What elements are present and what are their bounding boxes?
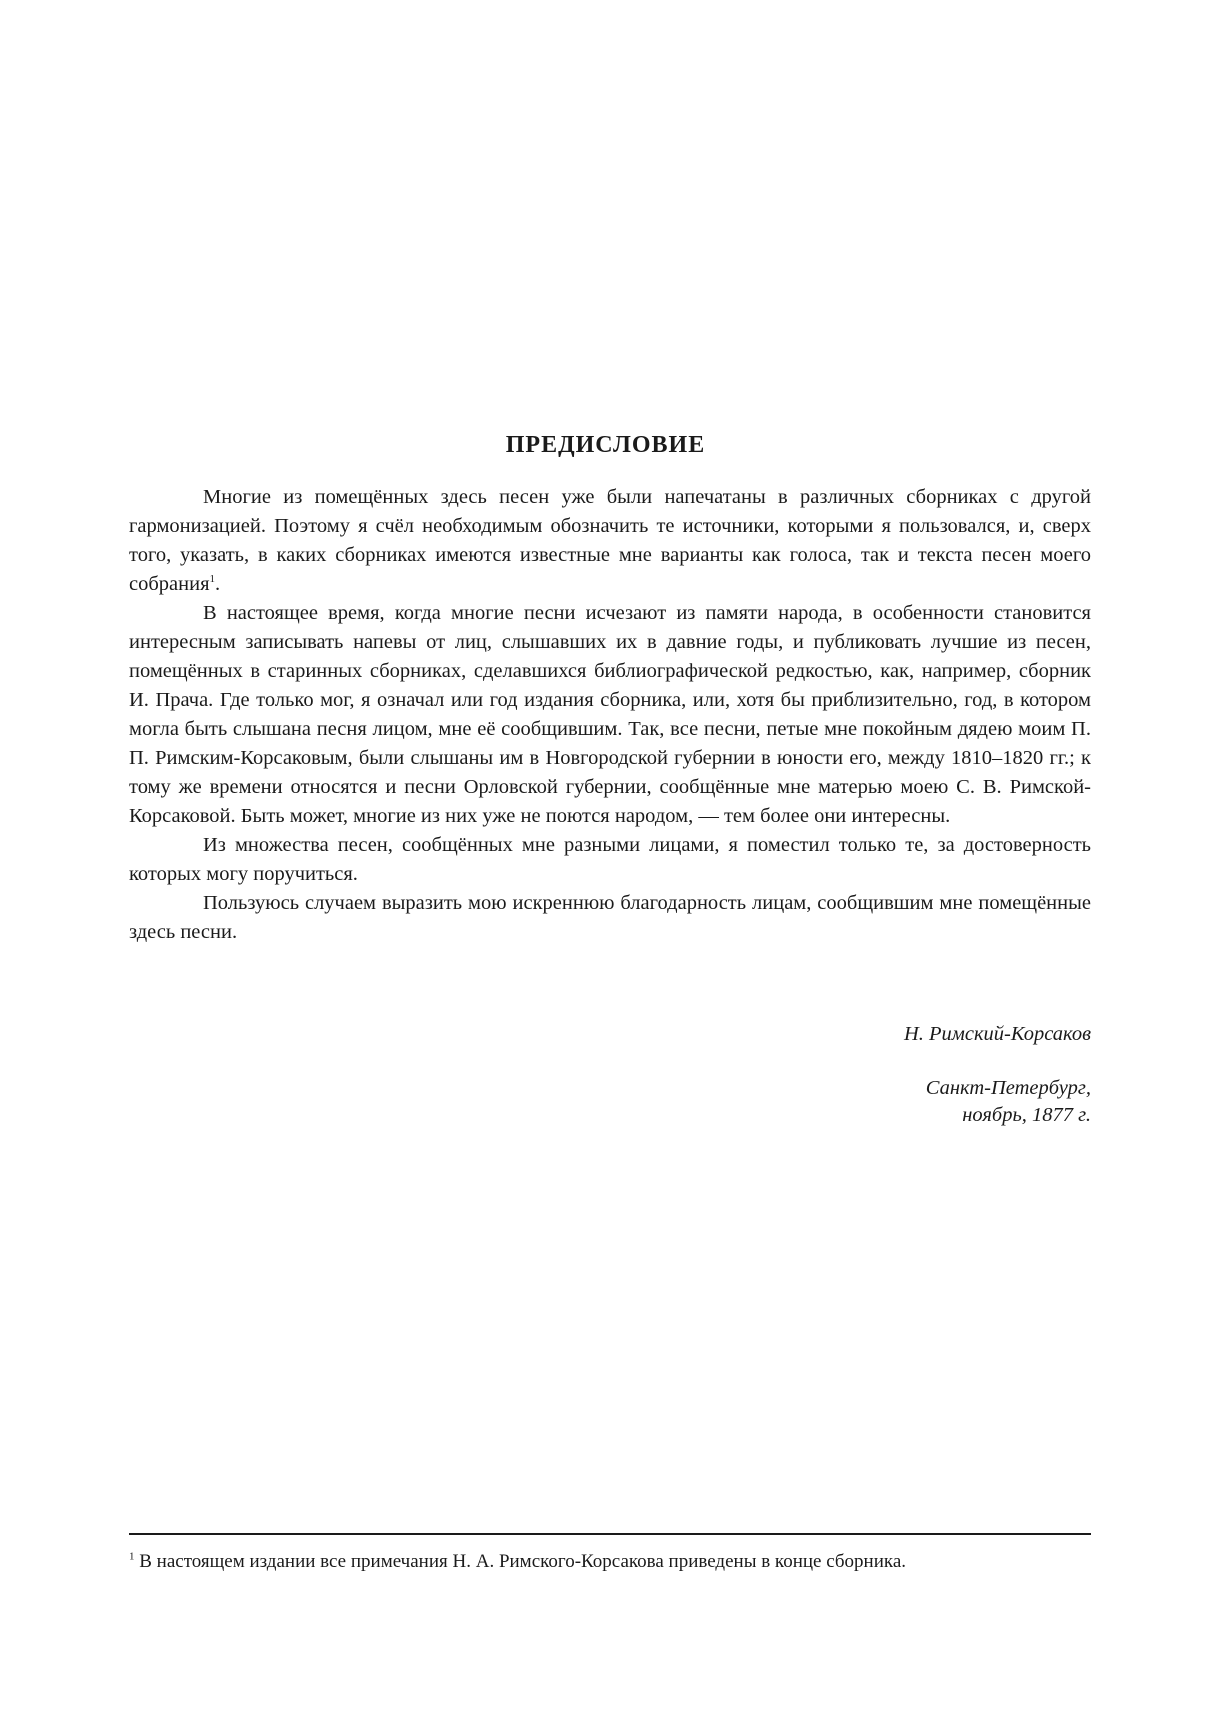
footnote-mark: 1 (129, 1550, 135, 1563)
paragraph-2: В настоящее время, когда многие песни исчезают из памяти народа, в особенности становится интересным записывать напевы от лиц, слышавших их в давние годы, и публиковать лучшие из песен, помещённых в старинных сборниках, сделавшихся библиографической редкостью, как, например, сборник И. Прача. Где только мог, я означал или год издания сборника, или, хотя бы приблизительно, год, в котором могла быть слышана песня лицом, мне её сообщившим. Так, все песни, петые мне покойным дядею моим П. П. Римским-Корсаковым, были слышаны им в Новгородской губернии в юности его, между 1810–1820 гг.; к тому же времени относятся и песни Орловской губернии, сообщённые мне матерью моею С. В. Римской-Корсаковой. Быть может, многие из них уже не поются народом, — тем более они интересны. (129, 602, 1091, 827)
date: ноябрь, 1877 г. (962, 1104, 1091, 1126)
preface-body (129, 483, 1091, 947)
page-title: ПРЕДИСЛОВИЕ (505, 432, 706, 458)
footnote (129, 1549, 1091, 1575)
paragraph-4: Пользуюсь случаем выразить мою искреннюю благодарность лицам, сообщившим мне помещённые здесь песни. (129, 892, 1091, 943)
place: Санкт-Петербург, (925, 1077, 1091, 1099)
author-signature: Н. Римский-Корсаков (903, 1023, 1091, 1045)
footnote-divider (129, 1533, 1091, 1535)
footnote-reference: 1 (209, 573, 215, 586)
footnote-text: В настоящем издании все примечания Н. А. Римского-Корсакова приведены в конце сборника. (139, 1551, 907, 1572)
paragraph-1 (129, 483, 1091, 599)
paragraph-1-text: Многие из помещённых здесь песен уже были напечатаны в различных сборниках с другой гармонизацией. Поэтому я счёл необходимым обозначить те источники, которыми я пользовался, и, сверх того, указать, в каких сборниках имеются известные мне варианты как голоса, так и текста песен моего собрания (129, 486, 1091, 595)
paragraph-1-trailing: . (215, 573, 221, 595)
paragraph-3: Из множества песен, сообщённых мне разными лицами, я поместил только те, за достоверность которых могу поручиться. (129, 834, 1091, 885)
place-date (926, 1075, 1091, 1129)
